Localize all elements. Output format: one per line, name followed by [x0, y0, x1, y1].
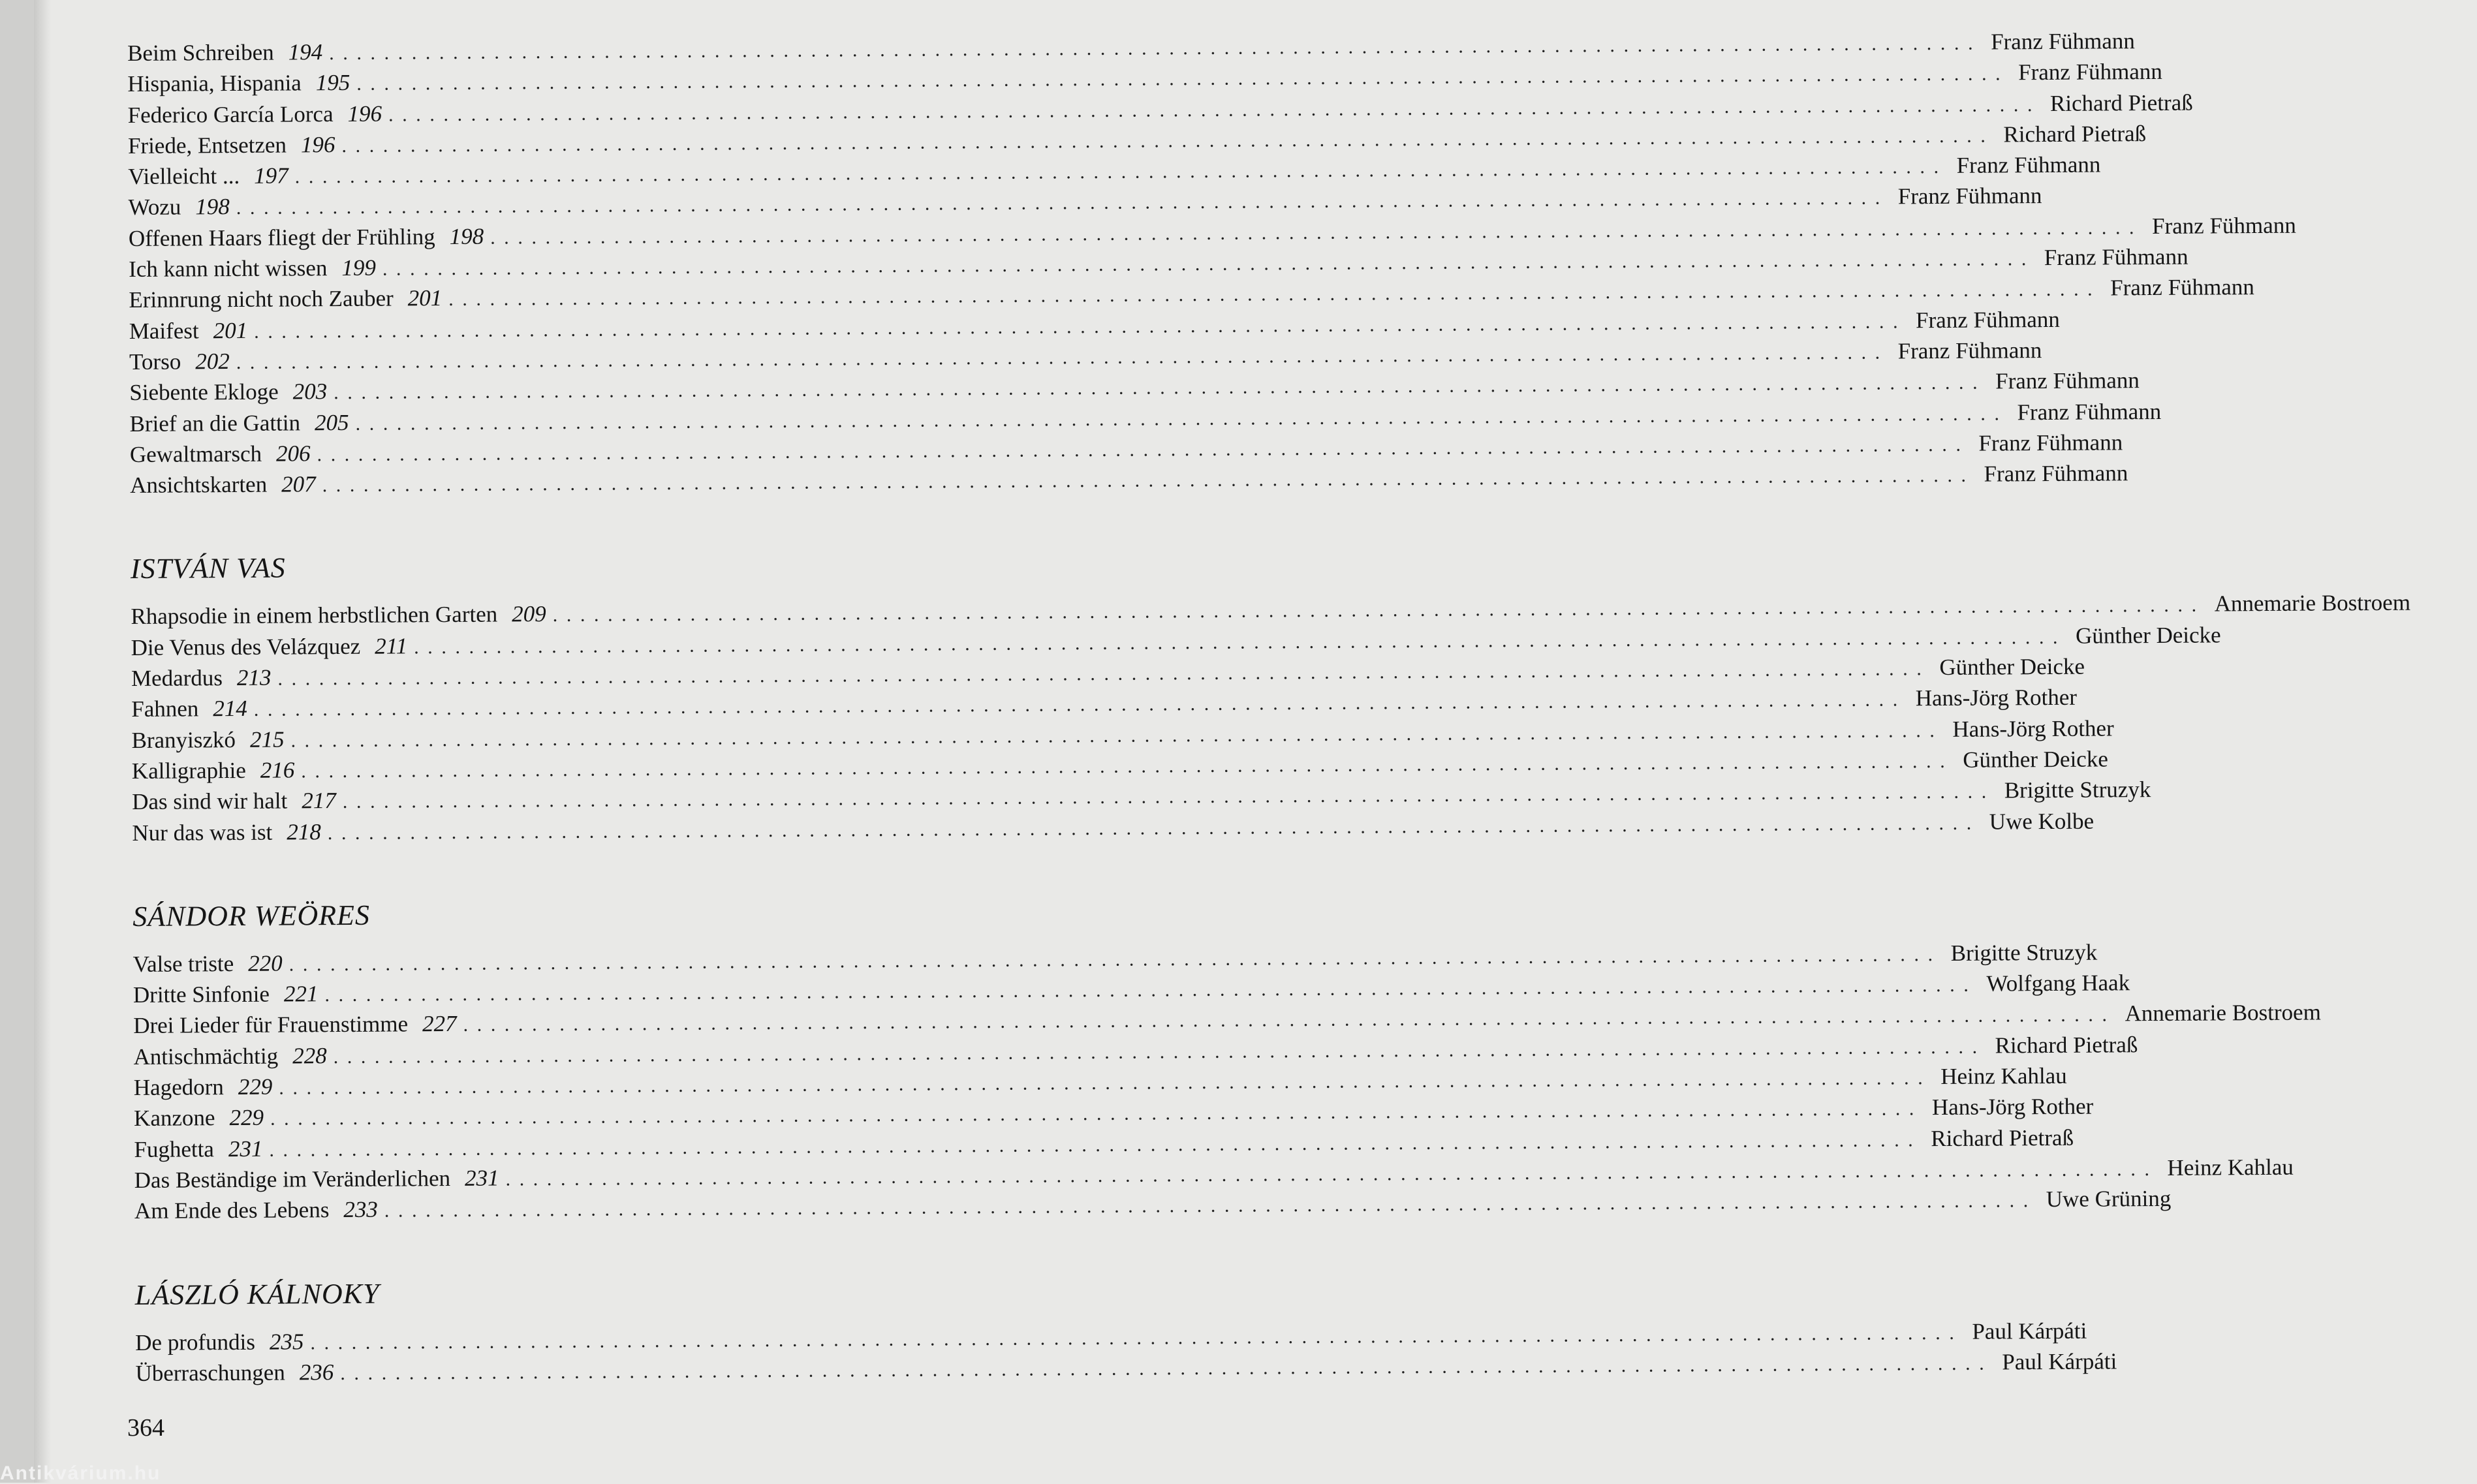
entry-title: Am Ende des Lebens [134, 1197, 330, 1224]
entry-translator: Annemarie Bostroem [2125, 999, 2321, 1027]
entry-translator: Franz Fühmann [1978, 429, 2123, 456]
dot-leader: ........................................................................................................................ [269, 1128, 1922, 1161]
entry-page-number: 196 [300, 131, 335, 158]
entry-title: De profundis [135, 1329, 256, 1355]
entry-page-number: 194 [288, 39, 323, 65]
entry-translator: Hans-Jörg Rother [1952, 715, 2114, 742]
entry-title: Kalligraphie [131, 757, 246, 784]
toc-entry [131, 590, 2411, 632]
entry-page-number: 221 [283, 981, 319, 1007]
entry-page-number: 236 [299, 1359, 334, 1385]
toc-entry [131, 622, 2221, 663]
table-of-contents [127, 28, 2411, 1389]
entry-title: Gewaltmarsch [129, 441, 262, 467]
toc-entry [131, 685, 2078, 725]
dot-leader: ........................................................................................................................ [290, 719, 1944, 752]
dot-leader: ........................................................................................................................ [341, 125, 1995, 157]
toc-entry [130, 460, 2128, 501]
entry-title: Überraschungen [135, 1359, 285, 1386]
entry-title: Vielleicht ... [128, 163, 240, 190]
entry-page-number: 201 [213, 317, 248, 343]
dot-leader: ........................................................................................................................ [356, 63, 2010, 95]
entry-translator: Richard Pietraß [2049, 89, 2193, 116]
entry-translator: Franz Fühmann [2018, 59, 2162, 85]
entry-translator: Franz Fühmann [2017, 398, 2162, 425]
entry-page-number: 220 [248, 950, 283, 976]
toc-entry [131, 653, 2085, 694]
entry-title: Nur das was ist [132, 819, 273, 846]
section-sandor-weores [132, 889, 2321, 1226]
entry-title: Valse triste [132, 950, 234, 977]
entry-translator: Uwe Grüning [2046, 1186, 2172, 1213]
entry-translator: Hans-Jörg Rother [1931, 1093, 2094, 1121]
entry-list [131, 590, 2411, 848]
section-laszlo-kalnoky [134, 1268, 2117, 1389]
dot-leader: ........................................................................................................................ [490, 216, 2143, 249]
entry-page-number: 198 [449, 223, 484, 249]
entry-page-number: 235 [269, 1328, 304, 1355]
entry-page-number: 206 [275, 441, 311, 467]
entry-page-number: 198 [195, 194, 230, 220]
entry-page-number: 199 [341, 255, 377, 281]
entry-page-number: 214 [213, 696, 247, 722]
toc-entry [129, 367, 2140, 409]
dot-leader: ........................................................................................................................ [327, 812, 1980, 844]
toc-entry [133, 1031, 2138, 1072]
dot-leader: ........................................................................................................................ [329, 32, 1982, 65]
dot-leader: ........................................................................................................................ [277, 658, 1931, 690]
entry-title: Ansichtskarten [130, 471, 268, 499]
entry-page-number: 202 [195, 348, 230, 375]
dot-leader: ........................................................................................................................ [333, 1036, 1986, 1068]
entry-page-number: 205 [314, 409, 349, 435]
toc-entry [134, 1124, 2074, 1165]
toc-entry [133, 1093, 2094, 1134]
toc-entry [127, 120, 2147, 161]
entry-translator: Brigitte Struzyk [2004, 777, 2151, 803]
entry-title: Kanzone [133, 1105, 215, 1132]
entry-translator: Heinz Kahlau [2167, 1154, 2294, 1181]
entry-title: Siebente Ekloge [129, 379, 279, 406]
dot-leader: ........................................................................................................................ [342, 781, 1995, 813]
entry-translator: Paul Kárpáti [1972, 1318, 2087, 1344]
entry-title: Ich kann nicht wissen [129, 255, 328, 283]
entry-title: Torso [129, 348, 181, 375]
entry-title: Antischmächtig [133, 1043, 279, 1070]
toc-entry [127, 28, 2135, 69]
entry-page-number: 203 [292, 379, 328, 405]
entry-title: Branyiszkó [131, 726, 236, 753]
entry-translator: Franz Fühmann [2044, 243, 2189, 271]
entry-page-number: 197 [254, 162, 288, 189]
dot-leader: ........................................................................................................................ [301, 750, 1954, 782]
dot-leader: ........................................................................................................................ [236, 341, 1889, 373]
entry-list [127, 28, 2296, 501]
entry-page-number: 211 [375, 633, 408, 659]
entry-translator: Franz Fühmann [1915, 306, 2060, 333]
dot-leader: ........................................................................................................................ [414, 626, 2067, 658]
dot-leader: ........................................................................................................................ [236, 187, 1889, 219]
page-number: 364 [127, 1414, 164, 1442]
entry-list [132, 939, 2321, 1226]
entry-translator: Wolfgang Haak [1986, 970, 2130, 997]
entry-page-number: 195 [315, 70, 351, 96]
toc-entry [129, 398, 2162, 439]
entry-title: Wozu [128, 194, 181, 221]
dot-leader: ........................................................................................................................ [253, 688, 1907, 721]
toc-entry [127, 59, 2162, 100]
entry-title: Brief an die Gattin [129, 409, 301, 437]
entry-page-number: 233 [343, 1196, 378, 1223]
entry-translator: Franz Fühmann [1897, 183, 2042, 209]
entry-translator: Annemarie Bostroem [2214, 590, 2411, 617]
entry-translator: Franz Fühmann [2151, 212, 2296, 239]
entry-page-number: 217 [302, 788, 336, 814]
toc-entry [131, 746, 2108, 786]
entry-translator: Günther Deicke [2075, 622, 2221, 649]
entry-translator: Günther Deicke [1939, 653, 2085, 681]
entry-page-number: 215 [249, 726, 285, 752]
entry-translator: Franz Fühmann [1995, 367, 2140, 394]
entry-translator: Hans-Jörg Rother [1915, 685, 2078, 711]
entry-translator: Richard Pietraß [1931, 1124, 2074, 1151]
entry-translator: Franz Fühmann [1984, 460, 2128, 487]
entry-translator: Franz Fühmann [1956, 151, 2101, 179]
entry-translator: Richard Pietraß [1995, 1031, 2138, 1059]
entry-title: Friede, Entsetzen [127, 132, 287, 159]
dot-leader: ........................................................................................................................ [463, 1004, 2116, 1036]
entry-title: Fughetta [134, 1136, 215, 1162]
entry-title: Dritte Sinfonie [132, 981, 270, 1008]
toc-entry [135, 1348, 2117, 1389]
entry-title: Drei Lieder für Frauenstimme [133, 1011, 409, 1039]
entry-title: Beim Schreiben [127, 39, 274, 66]
entry-page-number: 229 [238, 1074, 273, 1100]
entry-page-number: 216 [260, 757, 295, 783]
dot-leader: ........................................................................................................................ [388, 93, 2042, 126]
entry-translator: Paul Kárpáti [2002, 1348, 2117, 1375]
section-heading: SÁNDOR WEÖRES [132, 899, 371, 933]
entry-page-number: 231 [464, 1165, 499, 1191]
entry-page-number: 228 [292, 1042, 327, 1069]
dot-leader: ........................................................................................................................ [317, 433, 1970, 466]
dot-leader: ........................................................................................................................ [270, 1098, 1924, 1130]
entry-page-number: 209 [512, 601, 546, 627]
entry-title: Hagedorn [133, 1074, 224, 1100]
entry-translator: Brigitte Struzyk [1950, 939, 2098, 966]
dot-leader: ........................................................................................................................ [334, 371, 1987, 404]
entry-title: Das sind wir halt [132, 788, 288, 815]
entry-translator: Franz Fühmann [2110, 274, 2254, 301]
toc-entry [134, 1186, 2172, 1227]
section-heading: LÁSZLÓ KÁLNOKY [134, 1277, 380, 1311]
entry-translator: Heinz Kahlau [1940, 1062, 2067, 1090]
toc-entry [135, 1318, 2087, 1358]
entry-title: Federico García Lorca [127, 100, 334, 128]
dot-leader: ........................................................................................................................ [355, 402, 2008, 435]
entry-title: Die Venus des Velázquez [131, 633, 361, 660]
entry-translator: Uwe Kolbe [1989, 808, 2095, 835]
toc-entry [131, 715, 2114, 756]
section-istvan-vas [130, 542, 2411, 848]
toc-entry [129, 337, 2042, 377]
dot-leader: ........................................................................................................................ [340, 1352, 1993, 1384]
entry-title: Erinnrung nicht noch Zauber [129, 285, 394, 313]
entry-page-number: 196 [347, 100, 382, 127]
toc-entry [129, 274, 2254, 316]
dot-leader: ........................................................................................................................ [324, 974, 1978, 1006]
entry-title: Maifest [129, 318, 199, 344]
entry-title: Fahnen [131, 696, 199, 722]
entry-title: Hispania, Hispania [127, 70, 302, 97]
dot-leader: ........................................................................................................................ [288, 943, 1942, 976]
entry-page-number: 213 [236, 664, 272, 691]
facing-page-edge [0, 0, 34, 1483]
toc-entry [133, 999, 2321, 1042]
entry-translator: Franz Fühmann [1991, 28, 2135, 55]
toc-entry [128, 212, 2296, 254]
entry-page-number: 218 [287, 818, 321, 845]
toc-entry [132, 777, 2151, 818]
entry-page-number: 207 [281, 471, 316, 497]
dot-leader: ........................................................................................................................ [552, 595, 2205, 626]
entry-list [135, 1318, 2117, 1389]
entry-page-number: 229 [229, 1105, 264, 1131]
dot-leader: ........................................................................................................................ [322, 464, 1975, 497]
entry-title: Medardus [131, 665, 223, 692]
dot-leader: ........................................................................................................................ [279, 1067, 1932, 1099]
entry-page-number: 201 [407, 285, 443, 311]
entry-title: Das Beständige im Veränderlichen [134, 1165, 451, 1193]
toc-entry [129, 429, 2123, 470]
toc-entry [132, 808, 2095, 848]
entry-page-number: 227 [422, 1011, 457, 1037]
entry-translator: Richard Pietraß [2003, 120, 2147, 147]
toc-entry [128, 151, 2101, 193]
gutter-shadow [34, 0, 51, 1483]
toc-entry [129, 243, 2189, 285]
entry-title: Rhapsodie in einem herbstlichen Garten [131, 602, 498, 630]
toc-entry [132, 970, 2130, 1011]
watermark: Antikvárium.hu [0, 1462, 161, 1484]
section-continued [127, 28, 2296, 501]
dot-leader: ........................................................................................................................ [505, 1158, 2158, 1190]
dot-leader: ........................................................................................................................ [448, 278, 2102, 311]
entry-page-number: 231 [228, 1136, 263, 1162]
dot-leader: ........................................................................................................................ [294, 156, 1948, 188]
toc-entry [132, 939, 2098, 980]
toc-entry [127, 89, 2193, 131]
toc-entry [129, 306, 2060, 347]
entry-title: Offenen Haars fliegt der Frühling [128, 223, 435, 251]
dot-leader: ........................................................................................................................ [310, 1322, 1963, 1353]
entry-translator: Günther Deicke [1963, 746, 2108, 773]
dot-leader: ........................................................................................................................ [384, 1190, 2037, 1222]
dot-leader: ........................................................................................................................ [254, 311, 1907, 343]
section-heading: ISTVÁN VAS [130, 551, 286, 585]
toc-entry [133, 1062, 2067, 1103]
entry-translator: Franz Fühmann [1897, 337, 2042, 364]
dot-leader: ........................................................................................................................ [382, 248, 2035, 280]
toc-entry [134, 1154, 2294, 1196]
toc-entry [128, 183, 2042, 223]
